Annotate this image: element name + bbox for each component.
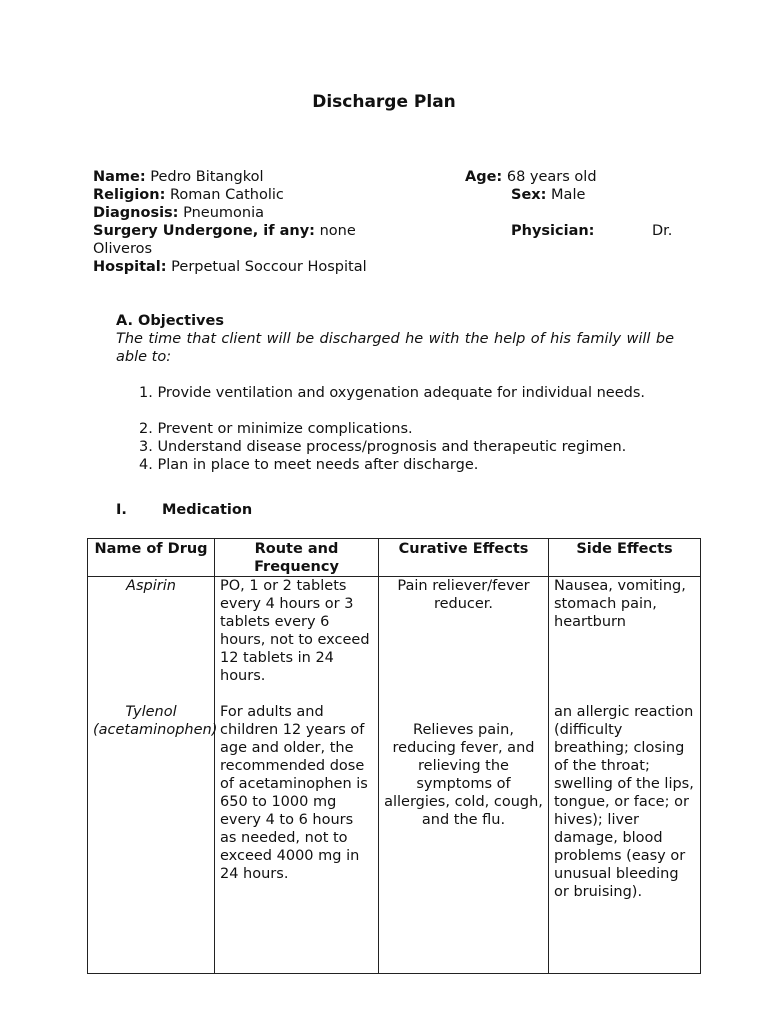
- objective-item-4: 4. Plan in place to meet needs after discharge.: [139, 457, 479, 473]
- name-label: Name:: [93, 169, 146, 185]
- sex-label: Sex:: [511, 187, 547, 203]
- objectives-heading: A. Objectives: [116, 313, 224, 329]
- side-tylenol: an allergic reaction (difficulty breathing; closing of the throat; swelling of the lips, tongue, or face; or hives); liver damage, blood problems (easy or unusual bleeding or bruising).: [554, 704, 694, 900]
- surgery-row: [93, 222, 356, 240]
- curative-aspirin: Pain reliever/fever reducer.: [397, 578, 530, 612]
- side-aspirin: Nausea, vomiting, stomach pain, heartburn: [554, 578, 686, 630]
- physician-prefix: Dr.: [652, 223, 673, 239]
- header-side-effects: Side Effects: [549, 539, 701, 577]
- header-name-of-drug: Name of Drug: [88, 539, 215, 577]
- drug-name-tylenol: Tylenol (acetaminophen): [93, 704, 218, 738]
- age-value: 68 years old: [506, 169, 597, 185]
- hospital-value: Perpetual Soccour Hospital: [171, 259, 367, 275]
- medication-number: I.: [116, 502, 127, 518]
- route-aspirin: PO, 1 or 2 tablets every 4 hours or 3 tablets every 6 hours, not to exceed 12 tablets in 24 hours.: [220, 578, 370, 684]
- objectives-intro: The time that client will be discharged he with the help of his family will be able to:: [116, 331, 674, 365]
- diagnosis-value: Pneumonia: [183, 205, 264, 221]
- drug-name-cell: [88, 577, 218, 974]
- age-label: Age:: [465, 169, 503, 185]
- header-route-frequency: Route and Frequency: [215, 539, 379, 577]
- route-frequency-cell: [215, 577, 379, 974]
- route-tylenol: For adults and children 12 years of age and older, the recommended dose of acetaminophen is 650 to 1000 mg every 4 to 6 hours as needed, not to exceed 4000 mg in 24 hours.: [220, 704, 368, 882]
- surgery-value: none: [319, 223, 356, 239]
- curative-tylenol: Relieves pain, reducing fever, and relieving the symptoms of allergies, cold, cough, and the flu.: [384, 722, 543, 828]
- sex-value: Male: [551, 187, 586, 203]
- physician-label-wrap: [511, 222, 594, 240]
- physician-label: Physician:: [511, 223, 595, 239]
- hospital-row: [93, 258, 367, 276]
- religion-value: Roman Catholic: [169, 187, 284, 203]
- age-row: [465, 168, 597, 186]
- header-curative-effects: Curative Effects: [379, 539, 549, 577]
- religion-label: Religion:: [93, 187, 166, 203]
- side-effects-cell: [549, 577, 701, 974]
- physician-name: Oliveros: [93, 241, 153, 257]
- curative-effects-cell: [379, 577, 549, 974]
- diagnosis-label: Diagnosis:: [93, 205, 179, 221]
- name-value: Pedro Bitangkol: [150, 169, 264, 185]
- table-row: [88, 577, 701, 974]
- table-header-row: [88, 539, 701, 577]
- objective-item-1: 1. Provide ventilation and oxygenation adequate for individual needs.: [139, 385, 645, 401]
- page-title: Discharge Plan: [312, 92, 456, 112]
- religion-row: [93, 186, 284, 204]
- medication-table: [87, 538, 701, 974]
- drug-name-aspirin: Aspirin: [126, 578, 176, 594]
- sex-row: [511, 186, 585, 204]
- name-row: [93, 168, 263, 186]
- surgery-label: Surgery Undergone, if any:: [93, 223, 315, 239]
- objective-item-3: 3. Understand disease process/prognosis and therapeutic regimen.: [139, 439, 627, 455]
- diagnosis-row: [93, 204, 264, 222]
- hospital-label: Hospital:: [93, 259, 167, 275]
- objective-item-2: 2. Prevent or minimize complications.: [139, 421, 413, 437]
- medication-heading: Medication: [162, 502, 253, 518]
